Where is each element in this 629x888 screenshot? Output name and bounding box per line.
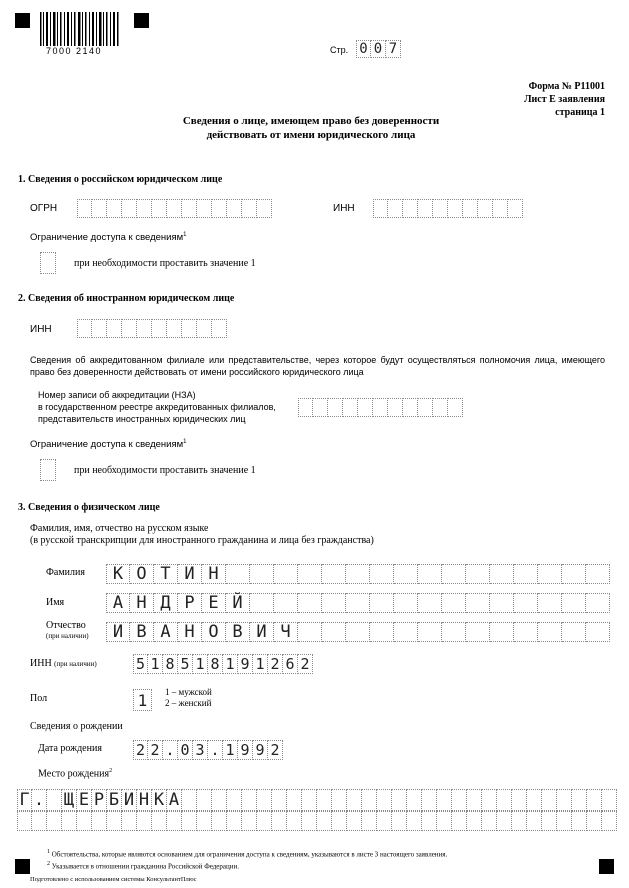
char-cell: А [167, 789, 182, 811]
page-digit: 7 [386, 40, 401, 58]
char-cell [287, 811, 302, 831]
char-cell [562, 593, 586, 613]
char-cell [197, 789, 212, 811]
form-sheet: Лист Е заявления [524, 94, 605, 105]
char-cell [332, 811, 347, 831]
char-cell [107, 811, 122, 831]
char-cell: А [106, 593, 130, 613]
sex-options [165, 687, 212, 709]
char-cell: И [178, 564, 202, 584]
restrict-label-2: Ограничение доступа к сведениям$^1$ [30, 439, 187, 451]
patronymic-label-text: Отчество [46, 620, 86, 631]
char-cell: К [106, 564, 130, 584]
char-cell: Ч [274, 622, 298, 642]
birth-date-label: Дата рождения [38, 743, 102, 754]
barcode [40, 12, 120, 46]
char-cell [394, 622, 418, 642]
char-cell: Т [154, 564, 178, 584]
char-cell [17, 811, 32, 831]
nza-label-line-3: представительств иностранных юридических лиц [38, 414, 246, 424]
char-cell [538, 593, 562, 613]
char-cell: И [122, 789, 137, 811]
char-cell [572, 811, 587, 831]
char-cell [298, 593, 322, 613]
char-cell [250, 564, 274, 584]
name-cells[interactable] [106, 593, 610, 613]
char-cell: 5 [178, 654, 193, 674]
fio-note [30, 523, 374, 547]
char-cell: О [130, 564, 154, 584]
name-label: Имя [46, 597, 65, 608]
char-cell [466, 564, 490, 584]
char-cell [322, 593, 346, 613]
fio-note-line-1: Фамилия, имя, отчество на русском языке [30, 523, 209, 534]
char-cell [512, 811, 527, 831]
char-cell: О [202, 622, 226, 642]
char-cell: И [106, 622, 130, 642]
char-cell [287, 789, 302, 811]
char-cell [362, 811, 377, 831]
char-cell: Н [178, 622, 202, 642]
char-cell [587, 811, 602, 831]
char-cell: Г [17, 789, 32, 811]
char-cell [242, 811, 257, 831]
char-cell [272, 811, 287, 831]
char-cell [442, 564, 466, 584]
char-cell [497, 811, 512, 831]
section-1-heading: 1. Сведения о российском юридическом лице [18, 174, 223, 185]
char-cell [514, 593, 538, 613]
char-cell: 2 [133, 740, 148, 760]
char-cell: 1 [223, 740, 238, 760]
char-cell: 1 [193, 654, 208, 674]
char-cell [527, 811, 542, 831]
char-cell: 2 [148, 740, 163, 760]
char-cell: И [250, 622, 274, 642]
char-cell [586, 622, 610, 642]
patronymic-label-sub: (при наличии) [46, 632, 89, 640]
char-cell [490, 622, 514, 642]
char-cell [497, 789, 512, 811]
sex-label: Пол [30, 693, 48, 704]
corner-marker-top-right [134, 13, 149, 28]
nza-label-line-1: Номер записи об аккредитации (НЗА) [38, 390, 196, 400]
char-cell [418, 622, 442, 642]
char-cell [346, 564, 370, 584]
char-cell: В [130, 622, 154, 642]
nza-label [38, 389, 276, 425]
corner-marker-bottom-left [15, 859, 30, 874]
sex-cell[interactable] [133, 689, 152, 711]
char-cell [602, 789, 617, 811]
patronymic-label [46, 620, 89, 642]
corner-marker-bottom-right [599, 859, 614, 874]
char-cell [602, 811, 617, 831]
char-cell [418, 564, 442, 584]
char-cell [92, 811, 107, 831]
char-cell [422, 811, 437, 831]
char-cell [394, 593, 418, 613]
char-cell: . [208, 740, 223, 760]
char-cell [322, 564, 346, 584]
form-page: страница 1 [555, 107, 605, 118]
char-cell [377, 789, 392, 811]
char-cell [514, 622, 538, 642]
char-cell [274, 593, 298, 613]
char-cell: Н [130, 593, 154, 613]
char-cell [512, 789, 527, 811]
branch-paragraph: Сведения об аккредитованном филиале или представительстве, через которое будут осуществляться полномочия лица, имеющего право без доверенности действовать от имени российского юридического лица [30, 355, 605, 377]
char-cell: 8 [163, 654, 178, 674]
char-cell [212, 811, 227, 831]
char-cell [298, 622, 322, 642]
char-cell [32, 811, 47, 831]
char-cell [407, 811, 422, 831]
corner-marker-top-left [15, 13, 30, 28]
char-cell: 9 [238, 654, 253, 674]
char-cell [47, 811, 62, 831]
char-cell: Б [107, 789, 122, 811]
char-cell: 1 [223, 654, 238, 674]
char-cell [347, 789, 362, 811]
char-cell [452, 811, 467, 831]
char-cell: . [32, 789, 47, 811]
char-cell [226, 564, 250, 584]
char-cell [317, 789, 332, 811]
char-cell: Р [178, 593, 202, 613]
restrict-hint-2: при необходимости проставить значение 1 [74, 465, 256, 476]
char-cell [467, 789, 482, 811]
inn-cells-2[interactable] [77, 319, 227, 338]
char-cell [542, 789, 557, 811]
char-cell [212, 789, 227, 811]
char-cell: Н [202, 564, 226, 584]
char-cell [490, 564, 514, 584]
char-cell [122, 811, 137, 831]
restrict-label-1: Ограничение доступа к сведениям$^1$ [30, 232, 187, 244]
char-cell [242, 789, 257, 811]
char-cell: Р [92, 789, 107, 811]
char-cell: К [152, 789, 167, 811]
char-cell [442, 622, 466, 642]
char-cell [152, 811, 167, 831]
char-cell: Д [154, 593, 178, 613]
char-cell [542, 811, 557, 831]
char-cell [538, 564, 562, 584]
char-cell [47, 789, 62, 811]
sex-option-female: 2 – женский [165, 698, 212, 708]
surname-cells[interactable] [106, 564, 610, 584]
birth-place-label: Место рождения$^2$ [38, 768, 113, 780]
char-cell [137, 811, 152, 831]
footnote-2: $^2$ Указывается в отношении гражданина Российской Федерации. [47, 861, 239, 871]
char-cell: В [226, 622, 250, 642]
page-title [100, 114, 522, 142]
birth-heading: Сведения о рождении [30, 721, 123, 732]
char-cell [302, 789, 317, 811]
char-cell [302, 811, 317, 831]
char-cell [197, 811, 212, 831]
inn-cells-3[interactable] [133, 654, 313, 674]
char-cell [298, 564, 322, 584]
section-3-heading: 3. Сведения о физическом лице [18, 502, 160, 513]
char-cell [362, 789, 377, 811]
nza-label-line-2: в государственном реестре аккредитованных филиалов, [38, 402, 276, 412]
char-cell: 9 [238, 740, 253, 760]
char-cell [466, 622, 490, 642]
char-cell [392, 811, 407, 831]
inn-label-1: ИНН [333, 203, 355, 214]
char-cell [482, 811, 497, 831]
surname-label: Фамилия [46, 567, 85, 578]
char-cell [370, 593, 394, 613]
char-cell [274, 564, 298, 584]
char-cell [257, 811, 272, 831]
char-cell: Й [226, 593, 250, 613]
char-cell: 1 [148, 654, 163, 674]
title-line-1: Сведения о лице, имеющем право без доверенности [182, 115, 440, 127]
inn-label-2: ИНН [30, 324, 52, 335]
char-cell: Н [137, 789, 152, 811]
char-cell: 2 [268, 740, 283, 760]
char-cell [272, 789, 287, 811]
barcode-number: 7000 2140 [46, 46, 103, 56]
char-cell [490, 593, 514, 613]
char-cell [587, 789, 602, 811]
char-cell [77, 811, 92, 831]
page-number-cells [356, 40, 401, 58]
char-cell [370, 564, 394, 584]
char-cell [227, 811, 242, 831]
section-2-heading: 2. Сведения об иностранном юридическом лице [18, 293, 235, 304]
char-cell [586, 564, 610, 584]
char-cell [394, 564, 418, 584]
char-cell [332, 789, 347, 811]
sex-option-male: 1 – мужской [165, 687, 212, 697]
char-cell: 3 [193, 740, 208, 760]
char-cell [467, 811, 482, 831]
inn-label-3: ИНН (при наличии) [30, 658, 97, 669]
char-cell [437, 789, 452, 811]
restrict-cell-2[interactable] [40, 459, 56, 481]
char-cell [557, 811, 572, 831]
char-cell [538, 622, 562, 642]
char-cell [452, 789, 467, 811]
char-cell [437, 811, 452, 831]
char-cell [182, 789, 197, 811]
char-cell [514, 564, 538, 584]
char-cell [227, 789, 242, 811]
restrict-hint-1: при необходимости проставить значение 1 [74, 258, 256, 269]
char-cell [370, 622, 394, 642]
birth-date-cells[interactable] [133, 740, 283, 760]
char-cell [562, 622, 586, 642]
char-cell: 2 [298, 654, 313, 674]
char-cell [346, 593, 370, 613]
title-line-2: действовать от имени юридического лица [206, 129, 416, 141]
char-cell: Е [77, 789, 92, 811]
page-digit: 0 [371, 40, 386, 58]
char-cell: 9 [253, 740, 268, 760]
char-cell: Е [202, 593, 226, 613]
char-cell [422, 789, 437, 811]
fio-note-line-2: (в русской транскрипции для иностранного гражданина и лица без гражданства) [30, 535, 374, 546]
char-cell [527, 789, 542, 811]
char-cell [482, 789, 497, 811]
char-cell [557, 789, 572, 811]
char-cell: 0 [178, 740, 193, 760]
char-cell [466, 593, 490, 613]
inn-cells-1[interactable] [373, 199, 523, 218]
char-cell [392, 789, 407, 811]
char-cell: 5 [133, 654, 148, 674]
char-cell [377, 811, 392, 831]
char-cell [572, 789, 587, 811]
char-cell [317, 811, 332, 831]
page-digit: 0 [356, 40, 371, 58]
nza-cells[interactable] [298, 398, 463, 417]
char-cell [167, 811, 182, 831]
form-number: Форма № Р11001 [528, 81, 605, 92]
restrict-cell-1[interactable] [40, 252, 56, 274]
char-cell [586, 593, 610, 613]
char-cell [322, 622, 346, 642]
ogrn-label: ОГРН [30, 203, 58, 214]
char-cell: . [163, 740, 178, 760]
patronymic-cells[interactable] [106, 622, 610, 642]
birth-place-cells-line-2[interactable] [17, 811, 617, 831]
char-cell [442, 593, 466, 613]
char-cell: Щ [62, 789, 77, 811]
char-cell [407, 789, 422, 811]
form-header [524, 80, 605, 119]
char-cell: А [154, 622, 178, 642]
char-cell [347, 811, 362, 831]
char-cell: 1 [133, 689, 152, 711]
char-cell [257, 789, 272, 811]
ogrn-cells[interactable] [77, 199, 272, 218]
birth-place-cells[interactable] [17, 789, 617, 811]
prepared-note: Подготовлено с использованием системы КонсультантПлюс [30, 876, 197, 883]
char-cell [250, 593, 274, 613]
char-cell: 6 [283, 654, 298, 674]
page-label: Стр. [330, 45, 349, 55]
char-cell: 8 [208, 654, 223, 674]
char-cell: 1 [253, 654, 268, 674]
footnote-1: $^1$ Обстоятельства, которые являются основанием для ограничения доступа к сведениям, указываются в листе З настоящего заявления. [47, 849, 448, 859]
char-cell [62, 811, 77, 831]
char-cell: 2 [268, 654, 283, 674]
char-cell [562, 564, 586, 584]
char-cell [182, 811, 197, 831]
char-cell [418, 593, 442, 613]
char-cell [346, 622, 370, 642]
